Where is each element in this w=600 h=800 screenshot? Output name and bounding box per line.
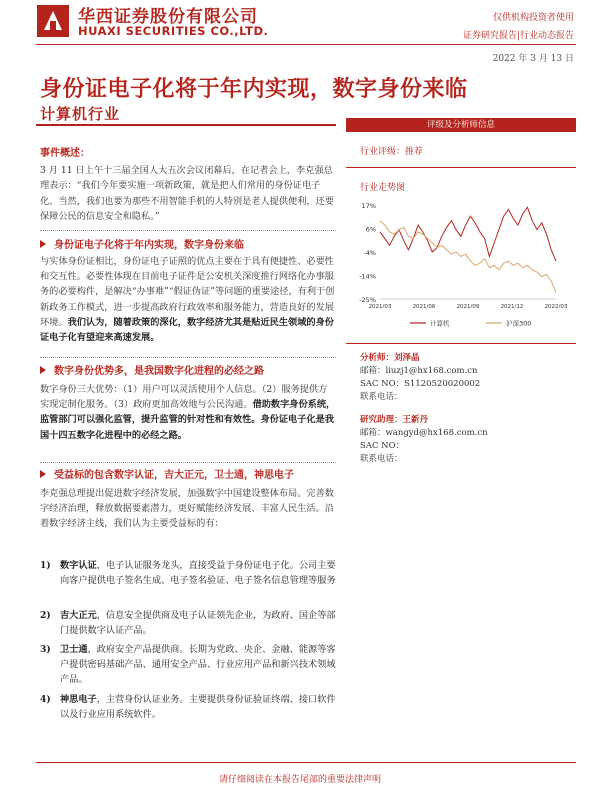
section-3-heading: 受益标的包含数字认证，吉大正元，卫士通，神思电子 xyxy=(40,468,336,483)
section-3-body: 李克强总理提出促进数字经济发展，加强数字中国建设整体布局。完善数字经济治理，释放数据要素潜力，更好赋能经济发展、丰富人民生活。沿着数字经济主线，我们认为主要受益标的有： xyxy=(40,488,334,530)
assistant-phone: 联系电话： xyxy=(360,454,403,464)
rating-sidebar xyxy=(346,118,576,466)
beneficiary-item: 4) 神思电子，主营身份认证业务。主要提供身份证验证终端、接口软件以及行业应用系统软件。 xyxy=(40,694,336,721)
title-divider xyxy=(36,124,336,126)
section-divider xyxy=(40,230,336,231)
analyst-info xyxy=(360,352,576,404)
report-header xyxy=(0,0,600,46)
company-name-cn: 华西证券股份有限公司 xyxy=(78,7,258,27)
report-date: 2022 年 3 月 13 日 xyxy=(492,54,574,64)
trend-chart xyxy=(346,197,576,335)
sidebar-divider xyxy=(346,167,576,168)
x-tick-label: 2021/09 xyxy=(456,304,480,310)
analyst-phone: 联系电话： xyxy=(360,392,403,402)
assistant-email: 邮箱：wangyd@hx168.com.cn xyxy=(360,428,488,438)
sidebar-title-bar: 评级及分析师信息 xyxy=(346,118,576,132)
footer-divider xyxy=(36,762,576,763)
beneficiary-item: 2) 吉大正元，信息安全提供商及电子认证领先企业，为政府、国企等部门提供数字认证产品。 xyxy=(40,610,336,637)
huaxi-logo-icon xyxy=(36,4,70,38)
analyst-name: 分析师：刘泽晶 xyxy=(360,353,420,363)
report-type: 证券研究报告|行业动态报告 xyxy=(462,31,574,41)
company-name-en: HUAXI SECURITIES CO.,LTD. xyxy=(78,24,269,38)
series-line-2 xyxy=(380,221,556,293)
summary-heading: 事件概述： xyxy=(40,148,90,159)
summary-body: 3 月 11 日上午十三届全国人大五次会议闭幕后，在记者会上，李克强总理表示：“我们今年要实施一项新政策，就是把人们常用的身份证电子化。当然，我们也要为那些不用智能手机的人特别是老人提供便利，还要保障公民的信息安全和隐私。” xyxy=(40,165,334,222)
y-tick-label: 17% xyxy=(361,202,376,210)
audience-note: 仅供机构投资者使用 xyxy=(492,13,574,23)
y-tick-label: -4% xyxy=(363,249,376,257)
section-3 xyxy=(40,468,336,532)
legend-label: 计算机 xyxy=(430,319,450,328)
y-tick-label: -25% xyxy=(359,296,376,304)
bullet-triangle-icon xyxy=(40,366,46,374)
x-tick-label: 2022/03 xyxy=(544,304,568,310)
section-divider xyxy=(40,357,336,358)
x-tick-label: 2021/03 xyxy=(368,304,392,310)
industry-rating: 行业评级：推荐 xyxy=(360,147,424,157)
analyst-email: 邮箱：liuzj1@hx168.com.cn xyxy=(360,366,478,376)
assistant-sac: SAC NO： xyxy=(360,441,405,451)
sidebar-divider xyxy=(346,343,576,344)
x-tick-label: 2021/06 xyxy=(412,304,436,310)
series-line-1 xyxy=(380,207,556,261)
legend-label: 沪深300 xyxy=(506,319,532,328)
section-1-body: 与实体身份证相比，身份证电子证照的优点主要在于具有便捷性、必要性和交互性。必要性体现在目前电子证件是公安机关深度推行网络化办事服务的必要构件，是解决“办事难”“假证伪证”等问题的重要途径，有利于创新政务工作模式，进一步提高政府行政效率和服务能力，营造良好的发展环境。我们认为，随着政策的深化，数字经济尤其是贴近民生领域的身份证电子化有望迎来高速发展。 xyxy=(40,256,335,344)
report-title: 身份证电子化将于年内实现，数字身份来临 xyxy=(40,76,468,102)
section-2-heading: 数字身份优势多，是我国数字化进程的必经之路 xyxy=(40,364,336,379)
beneficiary-item: 1) 数字认证，电子认证服务龙头，直接受益于身份证电子化。公司主要向客户提供电子签名生成、电子签名验证、电子签名信息管理等服务 xyxy=(40,560,336,587)
bullet-triangle-icon xyxy=(40,470,46,478)
section-2-body: 数字身份三大优势：（1）用户可以灵活使用个人信息。（2）服务提供方实现定制化服务。（3）政府更加高效地与公民沟通。借助数字身份系统，监管部门可以强化监管，提升监管的针对性和有效性。身份证电子化是我国十四五数字化进程中的必经之路。 xyxy=(40,384,336,441)
legal-notice: 请仔细阅读在本报告尾部的重要法律声明 xyxy=(218,775,381,785)
y-tick-label: 6% xyxy=(365,225,376,234)
section-1 xyxy=(40,238,336,345)
y-tick-label: -14% xyxy=(359,272,376,281)
section-1-heading: 身份证电子化将于年内实现，数字身份来临 xyxy=(40,238,336,253)
x-tick-label: 2021/12 xyxy=(500,304,524,310)
industry-label: 计算机行业 xyxy=(40,105,121,123)
trend-chart-title: 行业走势图 xyxy=(360,183,406,193)
event-summary xyxy=(40,146,336,224)
assistant-name: 研究助理：王新丹 xyxy=(360,415,429,425)
section-divider xyxy=(40,462,336,463)
bullet-triangle-icon xyxy=(40,240,46,248)
section-2 xyxy=(40,364,336,443)
analyst-sac: SAC NO：S1120520020002 xyxy=(360,379,481,389)
assistant-info xyxy=(360,414,576,466)
beneficiary-item: 3) 卫士通，政府安全产品提供商。长期为党政、央企、金融、能源等客户提供密码基础产品、通用安全产品、行业应用产品和新兴技术领域产品。 xyxy=(40,644,336,686)
header-divider xyxy=(36,44,576,45)
